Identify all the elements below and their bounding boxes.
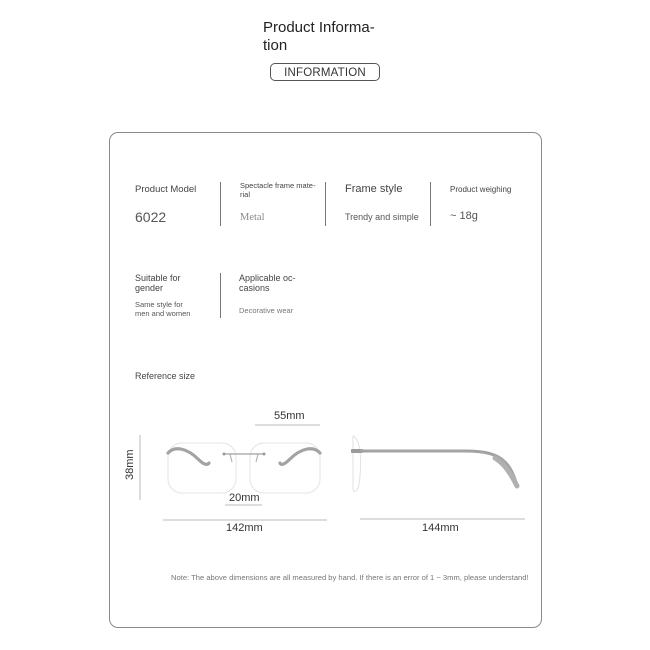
- gender-value: Same style for men and women: [135, 300, 191, 318]
- frame-style-label: Frame style: [345, 183, 403, 195]
- right-frame-arm: [280, 449, 320, 465]
- spec-divider: [220, 273, 221, 318]
- frame-width-label: 142mm: [226, 522, 263, 534]
- left-lens: [168, 443, 236, 493]
- side-lens: [353, 436, 361, 492]
- right-lens: [250, 443, 320, 493]
- product-model-value: 6022: [135, 209, 167, 225]
- glasses-front-view: [130, 405, 340, 535]
- temple-length-label: 144mm: [422, 522, 459, 534]
- bridge-width-label: 20mm: [229, 492, 260, 504]
- occasion-label: Applicable oc- casions: [239, 273, 296, 293]
- lens-height-label: 38mm: [124, 449, 136, 480]
- glasses-side-view: [345, 430, 535, 530]
- measurement-note: Note: The above dimensions are all measured by hand. If there is an error of 1 ~ 3mm, please understand!: [171, 572, 529, 582]
- occasion-value: Decorative wear: [239, 306, 294, 315]
- information-badge: INFORMATION: [270, 63, 380, 81]
- product-weight-value: ~ 18g: [450, 210, 478, 222]
- spec-divider: [325, 182, 326, 226]
- product-weight-label: Product weighing: [450, 185, 512, 194]
- nose-pad: [230, 454, 232, 462]
- frame-style-value: Trendy and simple: [345, 212, 419, 222]
- spec-divider: [430, 182, 431, 226]
- product-model-label: Product Model: [135, 184, 197, 195]
- lens-width-label: 55mm: [274, 410, 305, 422]
- page-title: Product Informa- tion: [263, 19, 375, 54]
- frame-material-label: Spectacle frame mate- rial: [240, 181, 316, 199]
- frame-material-value: Metal: [240, 212, 265, 223]
- left-frame-arm: [168, 449, 209, 465]
- nose-pad: [256, 454, 258, 462]
- reference-size-label: Reference size: [135, 371, 196, 381]
- spec-divider: [220, 182, 221, 226]
- gender-label: Suitable for gender: [135, 273, 181, 293]
